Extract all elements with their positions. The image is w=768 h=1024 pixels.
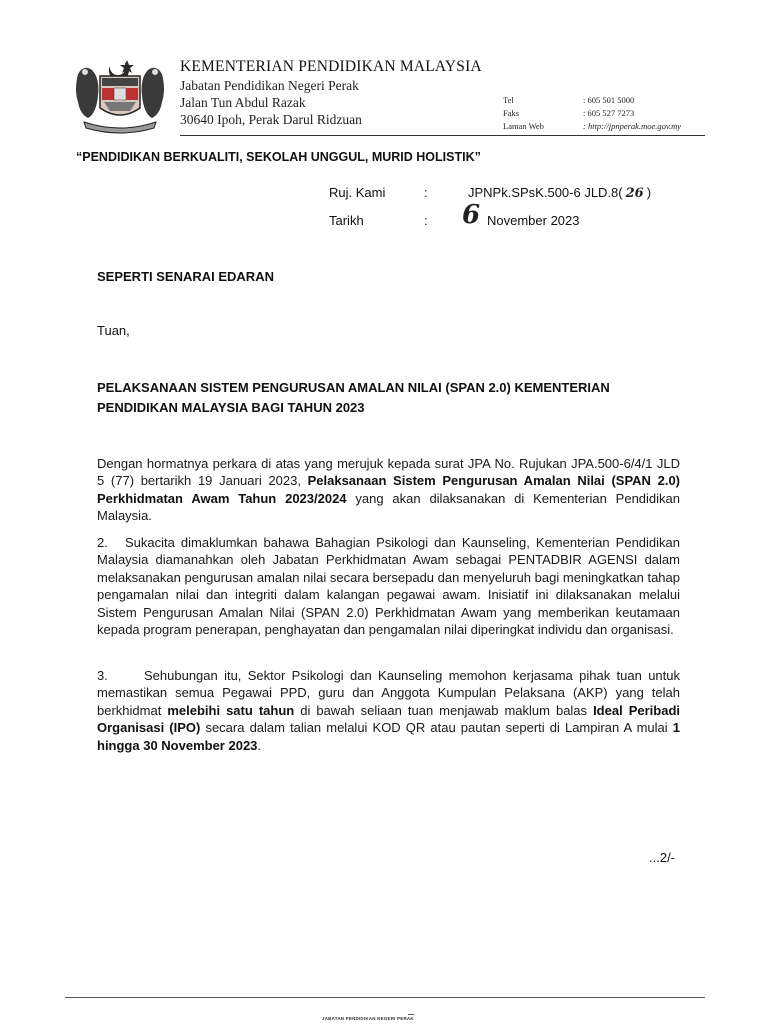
website-value: : http://jpnperak.moe.gov.my [583,121,682,131]
tel-label: Tel [503,95,514,105]
ref-handwritten-number: 26 [625,186,644,201]
date-colon: : [424,213,428,228]
ref-close-paren: ) [646,185,652,200]
paragraph-2 [97,534,680,638]
website-label: Laman Web [503,121,544,131]
motto: “PENDIDIKAN BERKUALITI, SEKOLAH UNGGUL, MURID HOLISTIK” [76,150,481,164]
tel-value: : 605 501 5000 [583,95,635,105]
ref-colon: : [424,185,428,200]
address-line-3: 30640 Ipoh, Perak Darul Ridzuan [180,112,362,127]
p3-number: 3. [97,668,108,683]
p1-text-2: yang akan dilaksanakan di Kementerian Pendidikan Malaysia. [97,490,680,524]
header-divider [180,135,705,136]
fax-label: Faks [503,108,520,118]
next-page-indicator: ...2/- [649,850,676,865]
p3-text-1: Sehubungan itu, Sektor Psikologi dan Kaunseling memohon kerjasama pihak tuan untuk memastikan semua Pegawai PPD, guru dan Anggota Kumpulan Pelaksana (AKP) yang telah berkhidmat [97,668,680,718]
date-label: Tarikh [329,213,364,228]
ref-label: Ruj. Kami [329,185,386,200]
p3-bold-1: melebihi satu tahun [167,702,295,718]
ref-value [468,185,651,201]
p1-text-1: Dengan hormatnya perkara di atas yang merujuk kepada surat JPA No. Rujukan JPA.500-6/4/1 JLD 5 (77) bertarikh 19 Januari 2023, [97,456,680,489]
p2-number: 2. [97,535,108,550]
p3-text-4: . [257,737,262,753]
p3-text-3: secara dalam talian melalui KOD QR atau pautan seperti di Lampiran A mulai [200,720,673,736]
date-handwritten-day: 6 [462,200,481,230]
ministry-name: KEMENTERIAN PENDIDIKAN MALAYSIA [180,58,482,75]
ref-number: JPNPk.SPsK.500-6 JLD.8( [468,185,623,200]
footer-logo: JABATAN PENDIDIKAN NEGERI PERAK [322,1016,414,1021]
p1-bold-1: Pelaksanaan Sistem Pengurusan Amalan Nilai (SPAN 2.0) Perkhidmatan Awam Tahun 2023/2024 [97,473,680,506]
p3-bold-3: 1 hingga 30 November 2023 [97,720,680,753]
address-line-1: Jabatan Pendidikan Negeri Perak [180,78,359,93]
paragraph-1 [97,455,680,525]
date-value: November 2023 [487,213,580,228]
p2-text: Sukacita dimaklumkan bahawa Bahagian Psikologi dan Kaunseling, Kementerian Pendidikan Malaysia diamanahkan oleh Jabatan Perkhidmatan Awam sebagai PENTADBIR AGENSI dalam melaksanakan pengurusan amalan nilai secara bersepadu dan menyeluruh bagi meningkatkan tahap pengamalan nilai dan integriti dalam kalangan pegawai awam. Inisiatif ini dilaksanakan melalui Sistem Pengurusan Amalan Nilai (SPAN 2.0) Perkhidmatan Awam yang memberikan keutamaan kepada program penerapan, penghayatan dan pengamalan nilai diperingkat individu dan organisasi. [97,535,680,638]
salutation: Tuan, [97,323,130,338]
malaysia-coat-of-arms-icon [70,56,170,134]
footer-divider [65,997,705,998]
address-line-2: Jalan Tun Abdul Razak [180,95,306,110]
p3-bold-2: Ideal Peribadi Organisasi (IPO) [97,702,680,736]
fax-value: : 605 527 7273 [583,108,635,118]
recipient: SEPERTI SENARAI EDARAN [97,269,274,284]
subject-heading: PELAKSANAAN SISTEM PENGURUSAN AMALAN NILAI (SPAN 2.0) KEMENTERIAN PENDIDIKAN MALAYSIA BAGI TAHUN 2023 [97,380,610,415]
p3-text-2: di bawah seliaan tuan menjawab maklum balas [294,702,594,718]
footer-mark-icon [408,1014,414,1018]
paragraph-3 [97,667,680,754]
